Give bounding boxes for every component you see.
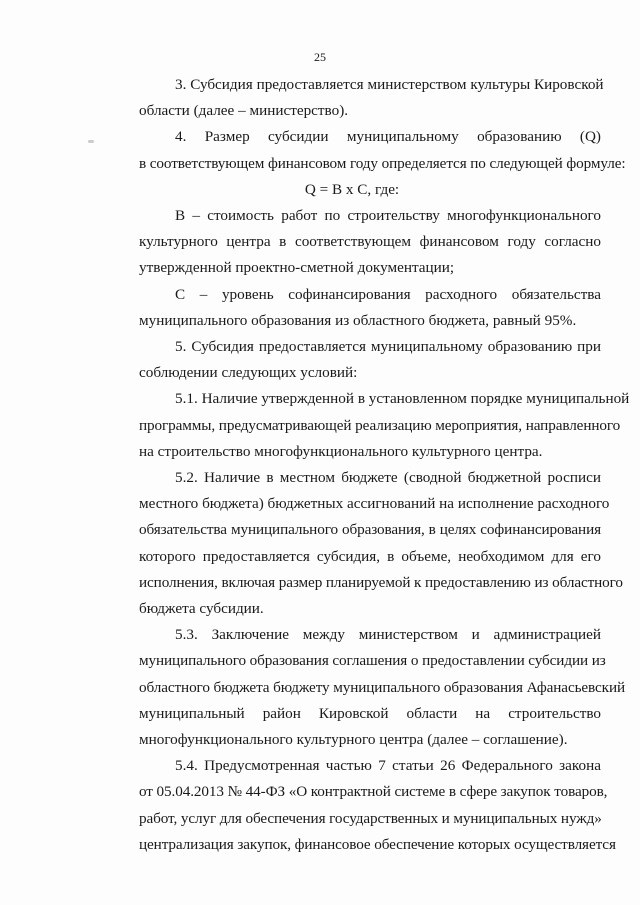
text-line: 5.1. Наличие утвержденной в установленном порядке муниципальной (175, 390, 630, 408)
text-line: на строительство многофункционального культурного центра. (139, 442, 543, 460)
text-line: программы, предусматривающей реализацию мероприятия, направленного (139, 416, 621, 434)
text-line: муниципального образования из областного бюджета, равный 95%. (139, 311, 577, 329)
text-line: многофункционального культурного центра (далее – соглашение). (139, 731, 568, 749)
text-line: бюджета субсидии. (139, 600, 264, 618)
paragraph-3 (103, 72, 604, 124)
text-line: исполнения, включая размер планируемой к предоставлению из областного (139, 573, 623, 591)
text-line: 5. Субсидия предоставляется муниципальному образованию при (175, 338, 601, 356)
text-line: централизация закупок, финансовое обеспечение которых осуществляется (139, 835, 616, 853)
text-line: 5.3. Заключение между министерством и администрацией (175, 626, 601, 644)
scan-artifact (88, 140, 94, 143)
paragraph-5-3 (103, 622, 626, 753)
text-line: 5.4. Предусмотренная частью 7 статьи 26 Федерального закона (175, 757, 601, 775)
paragraph-5 (103, 334, 601, 386)
paragraph-5-2 (103, 465, 623, 622)
text-line: от 05.04.2013 № 44-ФЗ «О контрактной системе в сфере закупок товаров, (139, 783, 608, 801)
paragraph-5-4 (103, 753, 616, 858)
text-line: 5.2. Наличие в местном бюджете (сводной бюджетной росписи (175, 469, 601, 487)
text-line: работ, услуг для обеспечения государственных и муниципальных нужд» (139, 809, 602, 827)
text-line: культурного центра в соответствующем финансовом году согласно (139, 233, 601, 251)
text-line: в соответствующем финансовом году определяется по следующей формуле: (139, 154, 626, 172)
text-line: утвержденной проектно-сметной документации; (139, 259, 455, 277)
text-line: областного бюджета бюджету муниципального образования Афанасьевский (139, 678, 626, 696)
paragraph-5-1 (103, 386, 630, 465)
text-line: 3. Субсидия предоставляется министерством культуры Кировской (175, 76, 604, 93)
text-line: области (далее – министерство). (139, 102, 349, 120)
text-line: обязательства муниципального образования, в целях софинансирования (139, 521, 601, 539)
text-line: 4. Размер субсидии муниципальному образованию (Q) (175, 128, 601, 146)
text-line: B – стоимость работ по строительству многофункционального (175, 207, 601, 225)
formula (103, 177, 601, 203)
formula-line: Q = B x C, где: (304, 180, 400, 198)
text-line: соблюдении следующих условий: (139, 364, 358, 382)
document-body (103, 72, 630, 858)
text-line: которого предоставляется субсидия, в объеме, необходимом для его (139, 547, 601, 565)
text-line: местного бюджета) бюджетных ассигнований на исполнение расходного (139, 495, 610, 513)
text-line: муниципального образования соглашения о предоставлении субсидии из (139, 652, 606, 670)
text-line: C – уровень софинансирования расходного обязательства (175, 285, 601, 303)
text-line: муниципальный район Кировской области на строительство (139, 704, 601, 722)
page-number: 25 (314, 50, 326, 64)
paragraph-4 (103, 124, 626, 176)
paragraph-b-definition (103, 203, 601, 282)
paragraph-c-definition (103, 282, 601, 334)
